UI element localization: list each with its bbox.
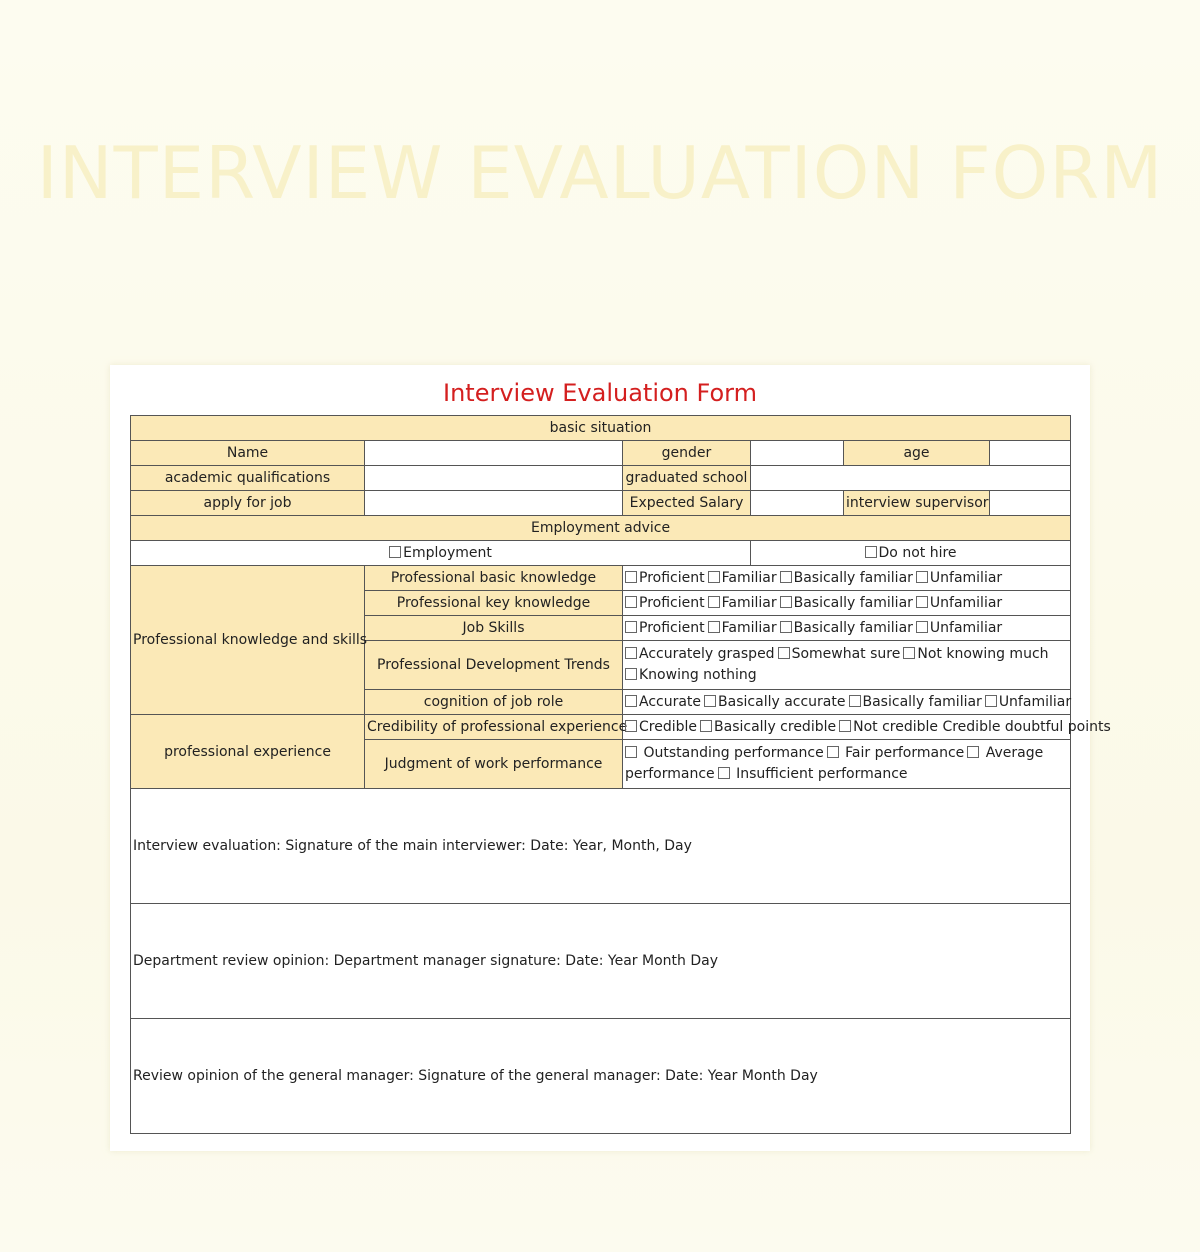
item-options: Accurately grasped Somewhat sure Not knowing much Knowing nothing xyxy=(623,641,1071,690)
checkbox-icon[interactable] xyxy=(708,596,720,608)
name-field[interactable] xyxy=(365,441,623,466)
item-options: Proficient Familiar Basically familiar Unfamiliar xyxy=(623,616,1071,641)
checkbox-icon[interactable] xyxy=(389,546,401,558)
checkbox-icon[interactable] xyxy=(916,596,928,608)
graduated-school-field[interactable] xyxy=(751,466,1071,491)
gender-label: gender xyxy=(623,441,751,466)
item-label: Job Skills xyxy=(365,616,623,641)
checkbox-icon[interactable] xyxy=(903,647,915,659)
item-label: Judgment of work performance xyxy=(365,740,623,789)
background-title: INTERVIEW EVALUATION FORM xyxy=(36,131,1164,215)
item-label: Professional Development Trends xyxy=(365,641,623,690)
form-sheet xyxy=(110,365,1111,1151)
form-title: Interview Evaluation Form xyxy=(443,379,757,407)
checkbox-icon[interactable] xyxy=(827,746,839,758)
checkbox-icon[interactable] xyxy=(625,695,637,707)
academic-qualifications-label: academic qualifications xyxy=(131,466,365,491)
checkbox-icon[interactable] xyxy=(625,596,637,608)
checkbox-icon[interactable] xyxy=(718,767,730,779)
name-label: Name xyxy=(131,441,365,466)
item-options: Credible Basically credible Not credible Credible doubtful points xyxy=(623,715,1071,740)
apply-for-job-label: apply for job xyxy=(131,491,365,516)
item-label: cognition of job role xyxy=(365,690,623,715)
basic-situation-header: basic situation xyxy=(131,416,1071,441)
checkbox-icon[interactable] xyxy=(916,571,928,583)
checkbox-icon[interactable] xyxy=(625,647,637,659)
item-options: Outstanding performance Fair performance Average performance Insufficient performance xyxy=(623,740,1071,789)
interview-supervisor-label: interview supervisor xyxy=(844,491,990,516)
checkbox-icon[interactable] xyxy=(865,546,877,558)
do-not-hire-option[interactable]: Do not hire xyxy=(751,541,1071,566)
checkbox-icon[interactable] xyxy=(780,571,792,583)
item-options: Proficient Familiar Basically familiar Unfamiliar xyxy=(623,566,1071,591)
expected-salary-field[interactable] xyxy=(751,491,844,516)
item-options: Proficient Familiar Basically familiar Unfamiliar xyxy=(623,591,1071,616)
checkbox-icon[interactable] xyxy=(780,596,792,608)
checkbox-icon[interactable] xyxy=(778,647,790,659)
checkbox-icon[interactable] xyxy=(708,621,720,633)
checkbox-icon[interactable] xyxy=(916,621,928,633)
employment-advice-header: Employment advice xyxy=(131,516,1071,541)
item-label: Professional basic knowledge xyxy=(365,566,623,591)
employment-option[interactable]: Employment xyxy=(131,541,751,566)
academic-qualifications-field[interactable] xyxy=(365,466,623,491)
checkbox-icon[interactable] xyxy=(625,571,637,583)
checkbox-icon[interactable] xyxy=(967,746,979,758)
interview-supervisor-field[interactable] xyxy=(990,491,1071,516)
gender-field[interactable] xyxy=(751,441,844,466)
checkbox-icon[interactable] xyxy=(625,668,637,680)
checkbox-icon[interactable] xyxy=(625,621,637,633)
item-label: Professional key knowledge xyxy=(365,591,623,616)
checkbox-icon[interactable] xyxy=(985,695,997,707)
checkbox-icon[interactable] xyxy=(780,621,792,633)
interview-evaluation-row[interactable]: Interview evaluation: Signature of the main interviewer: Date: Year, Month, Day xyxy=(131,789,1071,904)
department-review-row[interactable]: Department review opinion: Department manager signature: Date: Year Month Day xyxy=(131,904,1071,1019)
checkbox-icon[interactable] xyxy=(700,720,712,732)
item-label: Credibility of professional experience xyxy=(365,715,623,740)
age-field[interactable] xyxy=(990,441,1071,466)
expected-salary-label: Expected Salary xyxy=(623,491,751,516)
checkbox-icon[interactable] xyxy=(839,720,851,732)
checkbox-icon[interactable] xyxy=(849,695,861,707)
checkbox-icon[interactable] xyxy=(708,571,720,583)
checkbox-icon[interactable] xyxy=(625,746,637,758)
evaluation-table xyxy=(130,415,1111,1134)
checkbox-icon[interactable] xyxy=(625,720,637,732)
item-options: Accurate Basically accurate Basically familiar Unfamiliar xyxy=(623,690,1071,715)
general-manager-review-row[interactable]: Review opinion of the general manager: Signature of the general manager: Date: Year Month Day xyxy=(131,1019,1071,1134)
checkbox-icon[interactable] xyxy=(704,695,716,707)
apply-for-job-field[interactable] xyxy=(365,491,623,516)
graduated-school-label: graduated school xyxy=(623,466,751,491)
experience-section-label: professional experience xyxy=(131,715,365,789)
age-label: age xyxy=(844,441,990,466)
knowledge-skills-section-label: Professional knowledge and skills xyxy=(131,566,365,715)
